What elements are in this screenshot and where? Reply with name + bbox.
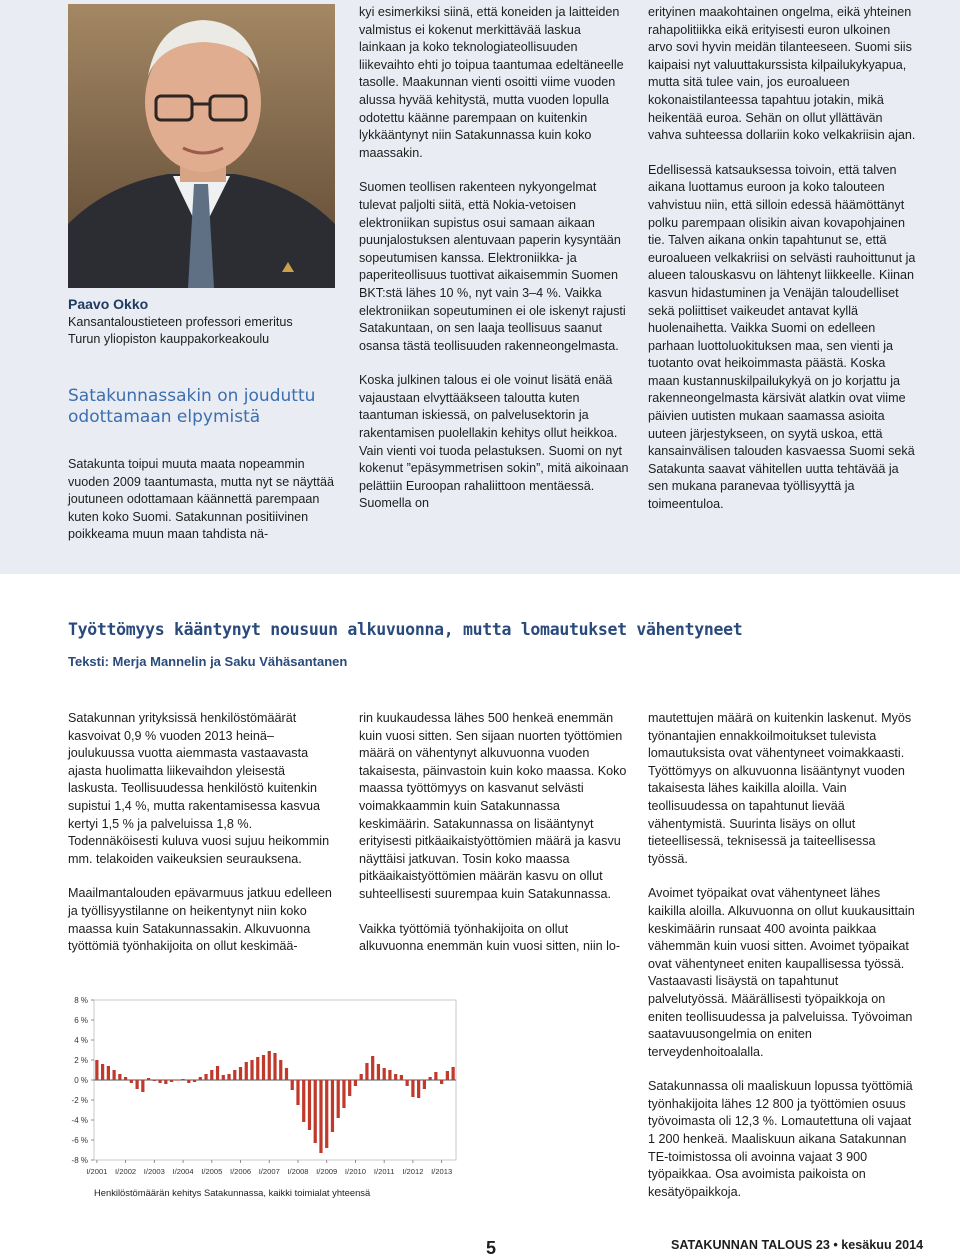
chart-bar <box>135 1080 138 1089</box>
chart-bar <box>262 1055 265 1080</box>
x-tick-label: I/2009 <box>316 1167 338 1176</box>
x-tick-label: I/2006 <box>229 1167 252 1176</box>
article-col-3 <box>648 710 918 1201</box>
article-paragraph: rin kuukaudessa lähes 500 henkeä enemmän kuin vuosi sitten. Sen sijaan nuorten työttömien määrä on vähentynyt alkuvuonna vuoden takaisesta, päinvastoin kuin koko maassa. Koko maassa työttömyys on kasvanut selvästi voimakkaammin kuin Satakunnassa keskimäärin. Satakunnassa on lisääntynyt erityisesti pitkäaikaistyöttömien määrä ja kasvu näyttäisi jatkuvan. Tosin koko maassa pitkäaikaistyöttömien määrän kasvu on ollut suhteellisesti suurempaa kuin Satakunnassa. <box>359 711 627 901</box>
y-tick-label: 8 % <box>74 996 88 1005</box>
chart-bar <box>164 1080 167 1084</box>
column-heading-line-2: odottamaan elpymistä <box>68 407 261 427</box>
column-text-col-2 <box>359 4 629 513</box>
column-heading <box>68 386 338 428</box>
chart-bar <box>245 1062 248 1080</box>
chart-bar <box>452 1067 455 1080</box>
chart-bar <box>193 1080 196 1082</box>
column-paragraph: erityinen maakohtainen ongelma, eikä yhteinen rahapolitiikka eikä erityisesti euron ulkoinen arvo sovi hyvin meidän tilanteeseen. Suomi siis kaipaisi nyt valuuttakurssista kilpailukykyapua, mutta sitä tulee vain, jos euroalueen kokonaistilanteessa tapahtuu jotakin, mikä heikentää euroa. Sehän on ollut yllättävän vahva suhteessa dollariin koko velkakriisin ajan. <box>648 5 916 143</box>
column-paragraph: kyi esimerkiksi siinä, että koneiden ja laitteiden valmistus ei kokenut merkittävää laskua lainkaan ja koko teknologiateollisuuden liikevaihto ehti jo toipua taantumaa edeltäneelle tasolle. Maakunnan vienti osoitti viime vuoden alussa hyvää kehitystä, mutta vuoden lopulla odotettu käänne parempaan on kuitenkin lykkääntynyt niin Satakunnassa kuin koko maassakin. <box>359 5 624 160</box>
chart-bar <box>170 1080 173 1082</box>
chart-bar <box>377 1064 380 1080</box>
y-tick-label: 6 % <box>74 1016 88 1025</box>
chart-bar <box>233 1070 236 1080</box>
chart-bar <box>95 1060 98 1080</box>
article-headline: Työttömyys kääntynyt nousuun alkuvuonna, mutta lomautukset vähentyneet <box>68 620 743 639</box>
article-paragraph: Avoimet työpaikat ovat vähentyneet lähes kaikilla aloilla. Alkuvuonna on ollut kuukausittain keskimäärin runsaat 400 avointa paikkaa vähemmän kuin vuosi sitten. Avoimet työpaikat ovat vähentyneet eniten kaupallisessa työssä. Vastaavasti lisäystä on tapahtunut palvelutyössä. Määrällisesti työpaikkoja on eniten teollisuudessa ja palveluissa. Työvoiman saatavuusongelmia on eniten terveydenhoitoalalla. <box>648 886 915 1059</box>
chart-bar <box>187 1080 190 1083</box>
y-tick-label: -6 % <box>71 1136 88 1145</box>
chart-bar <box>158 1080 161 1083</box>
chart-bar <box>365 1063 368 1080</box>
publication-info: SATAKUNNAN TALOUS 23 • kesäkuu 2014 <box>671 1238 924 1252</box>
chart-bar <box>314 1080 317 1143</box>
column-heading-line-1: Satakunnassakin on jouduttu <box>68 386 316 406</box>
chart-bar <box>342 1080 345 1108</box>
chart-bar <box>296 1080 299 1105</box>
author-photo <box>68 4 335 288</box>
chart-bar <box>141 1080 144 1092</box>
chart-bar <box>113 1070 116 1080</box>
x-tick-label: I/2011 <box>373 1167 395 1176</box>
chart-bar <box>348 1080 351 1096</box>
article-byline: Teksti: Merja Mannelin ja Saku Vähäsantanen <box>68 654 348 669</box>
chart-bar <box>360 1074 363 1080</box>
y-tick-label: 0 % <box>74 1076 88 1085</box>
chart-bar <box>176 1080 179 1081</box>
y-tick-label: -2 % <box>71 1096 88 1105</box>
chart-bar <box>319 1080 322 1153</box>
x-tick-label: I/2003 <box>143 1167 165 1176</box>
chart-bar <box>256 1057 259 1080</box>
chart-bar <box>118 1074 121 1080</box>
chart-bar <box>130 1080 133 1083</box>
x-tick-label: I/2001 <box>86 1167 108 1176</box>
column-text-col-3 <box>648 4 918 514</box>
chart-bar <box>153 1080 156 1081</box>
chart-bar <box>124 1077 127 1080</box>
chart-bar <box>406 1080 409 1086</box>
chart-bar <box>222 1075 225 1080</box>
chart-bar <box>331 1080 334 1132</box>
author-title-line-1: Kansantaloustieteen professori emeritus <box>68 315 293 329</box>
x-tick-label: I/2008 <box>287 1167 309 1176</box>
x-tick-label: I/2005 <box>201 1167 223 1176</box>
chart-bar <box>250 1060 253 1080</box>
chart-bar <box>199 1077 202 1080</box>
chart-bar <box>308 1080 311 1130</box>
chart-bar <box>371 1056 374 1080</box>
chart-bar <box>107 1066 110 1080</box>
chart-bar <box>434 1072 437 1080</box>
chart-bar <box>273 1053 276 1080</box>
chart-bar <box>268 1051 271 1080</box>
chart-bar <box>279 1060 282 1080</box>
article-col-1 <box>68 710 338 956</box>
author-title <box>68 314 338 348</box>
column-paragraph: Edellisessä katsauksessa toivoin, että talven aikana luottamus euroon ja koko talouteen vahvistuu niin, että silloin edessä häämöttänyt polku parempaan olisikin aivan kovapohjainen tie. Talven aikana onkin tapahtunut se, että euroalueen velkakriisi on selvästi rauhoittunut ja alueen talouskasvu on lähtenyt liikkeelle. Kiinan kasvun hidastuminen ja Venäjän taloudelliset sekä poliittiset vaikeudet antavat kyllä huolenaihetta. Vaikka Suomi on edelleen parhaan luottoluokituksen maa, sen vienti ja tuotanto ovat heikoimmasta päästä. Koska maan kustannuskilpailukykyä on jo korjattu ja rakenneongelmasta kärsivät alatkin ovat viime päivien uutisten mukaan saamassa asioita uuteen järjestykseen, on syytä uskoa, että kansainvälisen talouden kasvaessa Suomi sekä Satakunta saavat vähitellen uutta tehtävää ja sen mukana paranevaa työllisyyttä ja toimeentuloa. <box>648 162 916 512</box>
chart-bar <box>394 1074 397 1080</box>
chart-bar <box>400 1075 403 1080</box>
x-tick-label: I/2013 <box>431 1167 453 1176</box>
employment-chart-svg <box>62 990 462 1205</box>
author-title-line-2: Turun yliopiston kauppakorkeakoulu <box>68 332 270 346</box>
author-name: Paavo Okko <box>68 296 149 312</box>
chart-bar <box>302 1080 305 1122</box>
x-tick-label: I/2010 <box>344 1167 367 1176</box>
chart-bar <box>440 1080 443 1084</box>
column-text-col-1 <box>68 456 338 544</box>
chart-bar <box>291 1080 294 1090</box>
x-tick-label: I/2012 <box>402 1167 424 1176</box>
chart-bar <box>325 1080 328 1148</box>
chart-bar <box>446 1071 449 1080</box>
x-tick-label: I/2007 <box>258 1167 280 1176</box>
chart-bar <box>204 1074 207 1080</box>
chart-bar <box>423 1080 426 1089</box>
page-number: 5 <box>486 1238 497 1258</box>
column-paragraph: Koska julkinen talous ei ole voinut lisätä enää vajaustaan elvyttääkseen taloutta kuten taantuman iskiessä, on palvelusektorin ja rakentamisen puolellakin kehitys ollut heikkoa. Vain vienti voi tuoda pelastuksen. Suomi on nyt kokenut ”epäsymmetrisen sokin”, mitä aikoinaan pelättiin Euroopan rahaliittoon mentäessä. Suomella on <box>359 373 629 511</box>
chart-bar <box>337 1080 340 1118</box>
chart-bar <box>417 1080 420 1098</box>
chart-bar <box>429 1077 432 1080</box>
article-paragraph: Satakunnan yrityksissä henkilöstömäärät kasvoivat 0,9 % vuoden 2013 heinä–joulukuussa vuotta aiemmasta vastaavasta ajasta huolimatta liikevaihdon yleisestä laskusta. Teollisuudessa henkilöstö kuitenkin supistui 1,4 %, mutta rakentamisessa kasvua kertyi 1,5 % ja palveluissa 1,8 %. Todennäköisesti kuluva vuosi sujuu heikommin mm. telakoiden vaikeuksien seurauksena. <box>68 711 330 866</box>
column-paragraph: Suomen teollisen rakenteen nykyongelmat tulevat paljolti siitä, että Nokia-vetoisen elektroniikan supistus osui samaan aikaan puunjalostuksen alentuvaan paperin kysyntään sopeutumisen kanssa. Elektroniikka- ja paperiteollisuus tuottivat aikaisemmin Suomen BKT:stä lähes 10 %, nyt vain 3–4 %. Vaikka elektroniikan sopeutuminen ei ole iskenyt rajusti Satakuntaan, on sen laaja teollisuus saanut osansa tästä teollisuuden rakenneongelmasta. <box>359 180 626 353</box>
chart-bar <box>285 1068 288 1080</box>
y-tick-label: -8 % <box>71 1156 88 1165</box>
chart-bar <box>411 1080 414 1097</box>
chart-bar <box>388 1070 391 1080</box>
x-tick-label: I/2004 <box>172 1167 194 1176</box>
y-tick-label: 2 % <box>74 1056 88 1065</box>
employment-chart <box>62 990 462 1205</box>
chart-bar <box>239 1067 242 1080</box>
chart-bar <box>383 1068 386 1080</box>
chart-bar <box>101 1064 104 1080</box>
column-paragraph: Satakunta toipui muuta maata nopeammin vuoden 2009 taantumasta, mutta nyt se näyttää joutuneen odottamaan käännettä parempaan kuten koko Suomi. Satakunnan positiivinen poikkeama muun maan tahdista nä- <box>68 457 335 542</box>
chart-bar <box>354 1080 357 1086</box>
y-tick-label: 4 % <box>74 1036 88 1045</box>
y-tick-label: -4 % <box>71 1116 88 1125</box>
article-paragraph: Satakunnassa oli maaliskuun lopussa työttömiä työnhakijoita lähes 12 800 ja työttömien osuus työvoimasta oli 12,3 %. Lomautettuna oli vajaat 1 200 henkeä. Maaliskuun aikana Satakunnan TE-toimistossa oli avoinna vajaat 3 900 työpaikkaa. Osa avoimista paikoista on kesätyöpaikkoja. <box>648 1079 913 1199</box>
article-paragraph: Vaikka työttömiä työnhakijoita on ollut alkuvuonna enemmän kuin vuosi sitten, niin lo- <box>359 921 621 954</box>
chart-bar <box>147 1078 150 1080</box>
article-col-2 <box>359 710 629 956</box>
x-tick-label: I/2002 <box>115 1167 137 1176</box>
article-paragraph: mautettujen määrä on kuitenkin laskenut. Myös työnantajien ennakkoilmoitukset tulevista lomautuksista ovat vähentyneet voimakkaasti. Työttömyys on alkuvuonna lisääntynyt vuoden takaisesta lähes kaikilla aloilla. Vain teollisuudessa on tapahtunut lievää vähentymistä. Suurinta lisäys on ollut tieteellisessä, teknisessä ja taiteellisessa työssä. <box>648 711 912 866</box>
chart-bar <box>216 1066 219 1080</box>
chart-title: Henkilöstömäärän kehitys Satakunnassa, kaikki toimialat yhteensä <box>94 1187 371 1198</box>
chart-bar <box>227 1074 230 1080</box>
chart-bar <box>181 1079 184 1080</box>
chart-bar <box>210 1070 213 1080</box>
article-paragraph: Maailmantalouden epävarmuus jatkuu edelleen ja työllisyystilanne on heikentynyt niin koko maassa kuin Satakunnassakin. Alkuvuonna työttömiä työnhakijoita on ollut keskimää- <box>68 886 332 954</box>
